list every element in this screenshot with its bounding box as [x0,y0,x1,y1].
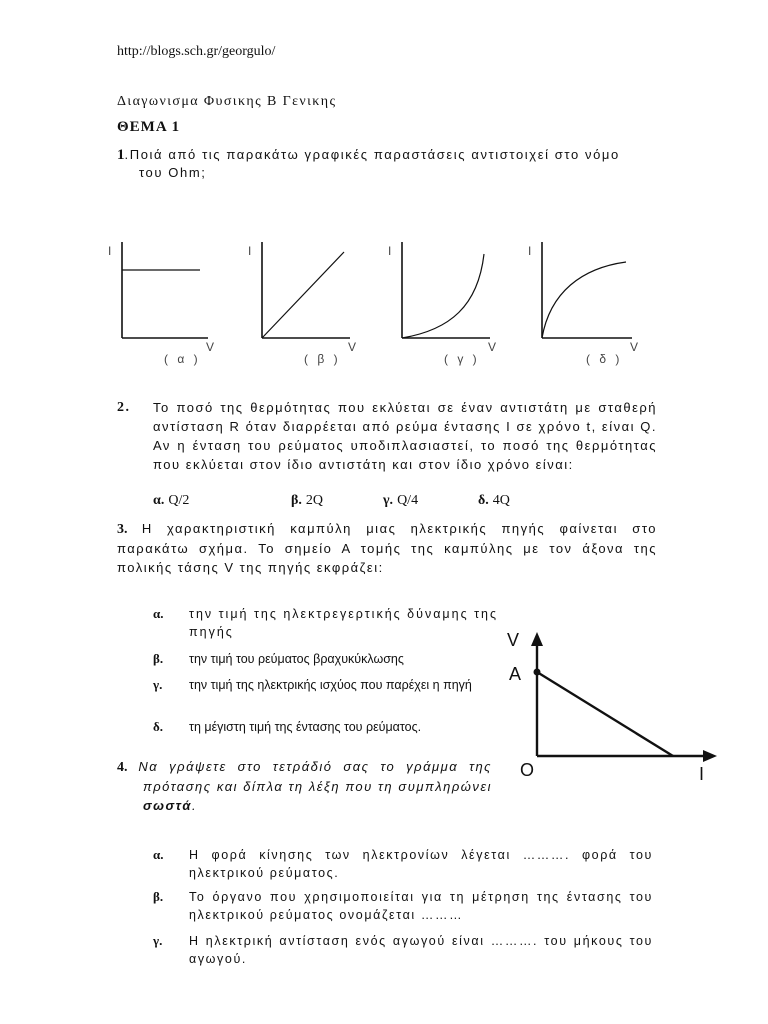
question-number: 4. [117,760,128,775]
blog-url: http://blogs.sch.gr/georgulo/ [117,44,276,59]
graph-b-curve [262,252,344,338]
graph-b-x-label: V [348,340,360,354]
graph-d-caption: ( δ ) [586,352,623,366]
ohm-graphs [100,236,660,376]
option-label: β. [153,651,164,666]
q3-option-a [153,605,499,641]
graph-d-x-label: V [630,340,642,354]
question-text-end: . [191,798,198,813]
option-text: 4Q [492,493,510,508]
option-text: Η φορά κίνησης των ηλεκτρονίων λέγεται ………. φορά του ηλεκτρικού ρεύματος. [189,848,653,880]
question-2 [117,398,657,474]
section-heading: ΘΕΜΑ 1 [117,119,181,135]
q4-option-a [153,846,653,882]
vi-y-label: V [507,630,520,650]
graph-b-caption: ( β ) [304,352,341,366]
q3-option-b [153,650,499,668]
option-label: β. [291,493,302,508]
vi-y-arrow [531,632,543,646]
option-label: γ. [383,493,394,508]
option-text: τη μέγιστη τιμή της έντασης του ρεύματος. [189,720,422,734]
graph-c-x-label: V [488,340,500,354]
option-c [383,493,418,509]
graph-a-caption: ( α ) [164,352,201,366]
option-text: 2Q [305,493,324,508]
question-text-cont: του Ohm; [139,165,207,180]
question-text: Να γράψετε στο τετράδιό σας το γράμμα της πρότασης και δίπλα τη λέξη που τη συμπληρώνει [127,759,492,794]
option-text: την τιμή του ρεύματος βραχυκύκλωσης [189,652,404,666]
graph-b-y-label: I [248,244,255,258]
point-a-marker [534,669,541,676]
question-number: 3. [117,522,128,537]
option-label: α. [153,606,164,621]
option-a [153,493,189,509]
option-label: α. [153,847,164,862]
question-text: Η χαρακτηριστική καμπύλη μιας ηλεκτρικής πηγής φαίνεται στο παρακάτω σχήμα. Το σημείο Α τομής της καμπύλης με τον άξονα της πολικής τάσης V της πηγής εκφράζει: [117,521,657,575]
option-label: δ. [153,719,163,734]
vi-graph-svg [505,628,725,788]
option-text: Q/4 [397,493,419,508]
option-text: Q/2 [168,493,190,508]
q4-option-b [153,888,653,924]
graph-d-y-label: I [528,244,535,258]
question-text: Το ποσό της θερμότητας που εκλύεται σε έναν αντιστάτη με σταθερή αντίσταση R όταν διαρρέεται από ρεύμα έντασης I σε χρόνο t, είναι Q. Αν η ένταση του ρεύματος υποδιπλασιαστεί, το ποσό της θερμότητας που εκλύεται στον ίδιο αντιστάτη και στον ίδιο χρόνο είναι: [153,400,657,472]
graph-c-caption: ( γ ) [444,352,480,366]
question-number: 2. [117,400,131,415]
option-b [291,493,323,509]
question-emphasis: σωστά [143,798,192,813]
vi-origin-label: O [520,760,535,780]
graph-d-curve [542,262,626,338]
option-label: γ. [153,677,163,692]
option-text: την τιμή της ηλεκτρικής ισχύος που παρέχει η πηγή [189,678,472,692]
option-label: δ. [478,493,489,508]
option-label: γ. [153,933,163,948]
vi-point-label: A [509,664,522,684]
graph-c-y-label: I [388,244,395,258]
option-text: Η ηλεκτρική αντίσταση ενός αγωγού είναι ………. του μήκους του αγωγού. [189,934,653,966]
question-4 [117,757,492,815]
vi-line [537,672,673,756]
vi-x-label: I [699,764,705,784]
option-label: α. [153,493,165,508]
vi-x-arrow [703,750,717,762]
question-3 [117,519,657,577]
graph-a-y-label: I [108,244,115,258]
option-text: Το όργανο που χρησιμοποιείται για τη μέτρηση της έντασης του ηλεκτρικού ρεύματος ονομάζεται ……… [189,890,653,922]
vi-characteristic-graph [505,628,725,788]
question-1 [117,146,657,182]
question-number: 1 [117,147,125,163]
exam-title: Διαγωνισμα Φυσικης Β Γενικης [117,94,337,109]
q3-option-d [153,718,499,736]
graph-c-curve [402,254,484,338]
question-text: .Ποιά από τις παρακάτω γραφικές παραστάσεις αντιστοιχεί στο νόμο [124,147,620,162]
option-d [478,493,510,509]
graph-a-x-label: V [206,340,218,354]
option-label: β. [153,889,164,904]
q3-option-c [153,676,489,694]
option-text: την τιμή της ηλεκτρεγερτικής δύναμης της πηγής [189,607,498,639]
q4-option-c [153,932,653,968]
